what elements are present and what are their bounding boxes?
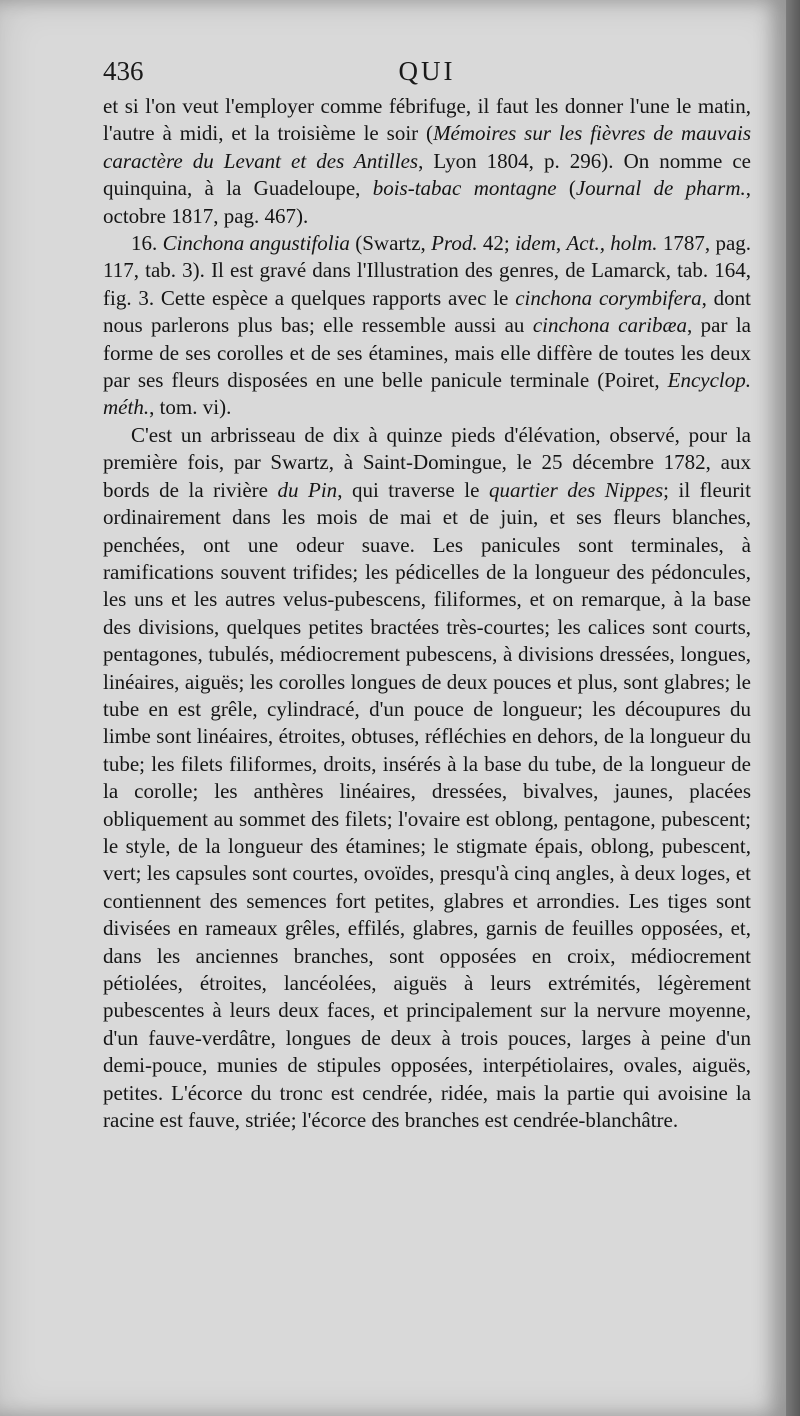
text-run: et si l'on veut l'employer comme fébrifuge, il faut les donner l'une le matin, l'autre à midi, et la troisième le soir ( <box>103 94 751 146</box>
running-head: QUI <box>398 56 456 86</box>
text-run: C'est un arbrisseau de dix à quinze pieds d'élévation, observé, pour la première fois, par Swartz, à Saint-Domingue, le 25 décembre 1782, aux bords de la rivière <box>103 422 751 502</box>
italic-citation: Prod. <box>431 231 478 256</box>
text-run: 1787, pag. 117, tab. 3). Il est gravé dans l'Illustration des genres, de Lamarck, tab. 164, fig. 3. Cette espèce a quelques rapports avec le <box>103 231 752 310</box>
species-name: cinchona caribæa <box>532 313 688 338</box>
text-run: 42; <box>477 231 516 256</box>
italic-citation: Mémoires sur les fièvres de mauvais caractère du Levant et des Antilles <box>103 121 752 173</box>
paragraph-description <box>103 422 751 1135</box>
page-header <box>103 56 751 92</box>
text-run: ( <box>556 176 576 201</box>
text-run: , octobre 1817, pag. 467). <box>103 176 751 228</box>
page-number: 436 <box>103 56 144 86</box>
species-name: Cinchona angustifolia <box>162 231 350 256</box>
italic-term: bois-tabac montagne <box>372 176 557 201</box>
paragraph-continuation <box>103 93 751 230</box>
text-run: 16. <box>131 231 163 256</box>
italic-place: du Pin <box>277 477 338 502</box>
text-run: , Lyon 1804, p. 296). On nomme ce quinquina, à la Guadeloupe, <box>103 148 751 201</box>
italic-citation: Encyclop. méth. <box>103 368 751 420</box>
text-run: , dont nous parlerons plus bas; elle ressemble aussi au <box>103 285 751 338</box>
italic-citation: idem <box>515 231 556 256</box>
text-run: , tom. vi). <box>149 395 232 420</box>
italic-citation: Act., holm. <box>566 231 658 256</box>
text-run: , qui traverse le <box>337 477 489 502</box>
text-run: , par la forme de ses corolles et de ses étamines, mais elle diffère de toutes les deux par ses fleurs disposées en une belle panicule terminale (Poiret, <box>103 313 751 393</box>
species-name: cinchona corymbifera <box>515 285 702 310</box>
italic-place: quartier des Nippes <box>488 477 664 502</box>
body-text <box>103 93 751 1134</box>
paragraph-species-entry <box>103 230 751 422</box>
italic-citation: Journal de pharm. <box>575 176 746 201</box>
page-edge <box>786 0 800 1416</box>
text-run: , <box>555 231 567 256</box>
text-run: (Swartz, <box>349 231 432 256</box>
text-run: ; il fleurit ordinairement dans les mois de mai et de juin, et ses fleurs blanches, penchées, ont une odeur suave. Les panicules sont terminales, à ramifications souvent trifides; les pédicelles de la longueur des pédoncules, les uns et les autres velus-pubescens, filiformes, et on remarque, à la base des divisions, quelques petites bractées très-courtes; les calices sont courts, pentagones, tubulés, médiocrement pubescens, à divisions dressées, longues, linéaires, aiguës; les corolles longues de deux pouces et plus, sont glabres; le tube en est grêle, cylindracé, d'un pouce de longueur; les découpures du limbe sont linéaires, étroites, obtuses, réfléchies en dehors, de la longueur du tube; les filets filiformes, droits, insérés à la base du tube, de la longueur de la corolle; les anthères linéaires, dressées, bivalves, jaunes, placées obliquement au sommet des filets; l'ovaire est oblong, pentagone, pubescent; le style, de la longueur des étamines; le stigmate épais, oblong, pubescent, vert; les capsules sont courtes, ovoïdes, presqu'à cinq angles, à deux loges, et contiennent des semences fort petites, glabres et arrondies. Les tiges sont divisées en rameaux grêles, effilés, glabres, garnis de feuilles opposées, et, dans les anciennes branches, sont opposées en croix, médiocrement pétiolées, étroites, lancéolées, aiguës à leurs extrémités, légèrement pubescentes à leurs deux faces, et principalement sur la nervure moyenne, d'un fauve-verdâtre, longues de deux à trois pouces, larges à peine d'un demi-pouce, munies de stipules opposées, interpétiolaires, ovales, aiguës, petites. L'écorce du tronc est cendrée, ridée, mais la partie qui avoisine la racine est fauve, striée; l'écorce des branches est cendrée-blanchâtre. <box>103 477 751 1133</box>
